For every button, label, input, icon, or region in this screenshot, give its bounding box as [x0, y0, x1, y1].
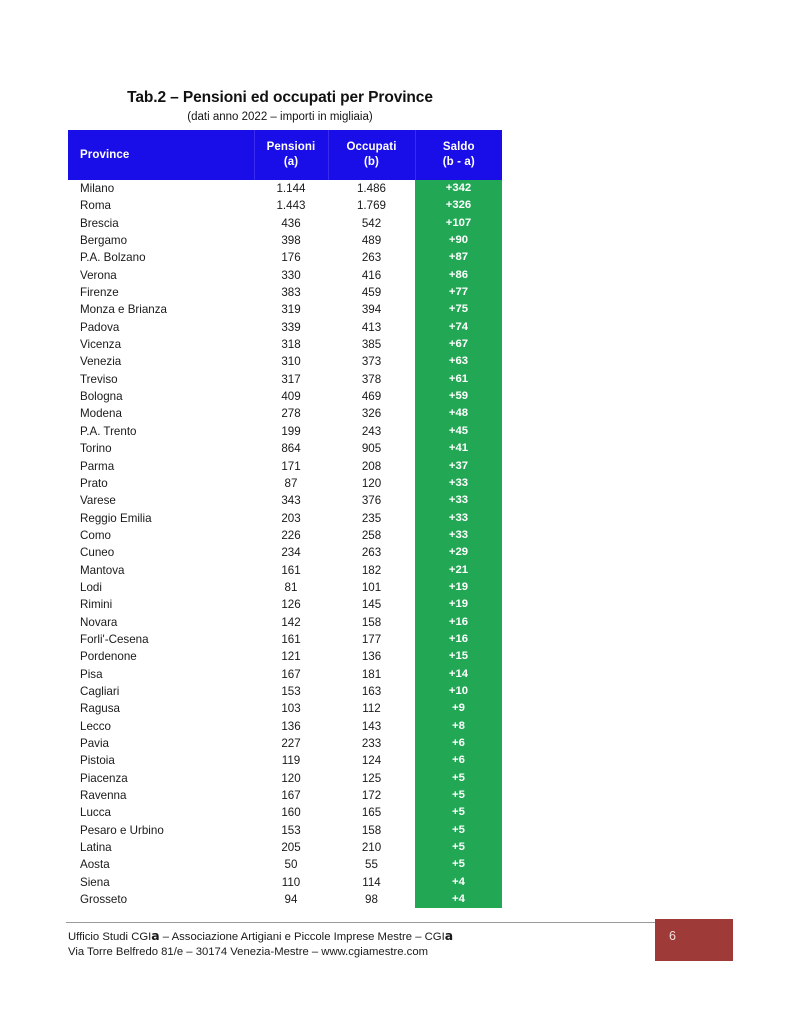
cell-pensioni: 319 — [281, 303, 301, 317]
cell-province: Monza e Brianza — [80, 303, 167, 317]
cell-occupati: 1.486 — [356, 182, 386, 195]
table-row — [68, 614, 502, 631]
cell-province: Prato — [80, 476, 108, 490]
cell-saldo: +67 — [415, 336, 502, 353]
table-row — [68, 666, 502, 683]
cell-province: Firenze — [80, 286, 119, 300]
cell-saldo: +4 — [415, 874, 502, 891]
table-row — [68, 700, 502, 717]
cell-pensioni: 1.144 — [276, 182, 306, 195]
table-row — [68, 891, 502, 908]
table-row — [68, 475, 502, 492]
cell-saldo: +107 — [415, 215, 502, 232]
cell-saldo: +16 — [415, 631, 502, 648]
cell-occupati: 182 — [361, 563, 382, 577]
footer-line-1 — [68, 928, 453, 945]
title-block — [0, 88, 560, 125]
cell-province: Pordenone — [80, 650, 137, 664]
cell-occupati: 243 — [361, 424, 382, 438]
table-row — [68, 405, 502, 422]
cell-pensioni: 339 — [281, 320, 301, 334]
table-header — [68, 130, 502, 180]
cell-pensioni: 199 — [281, 424, 301, 438]
cell-province: Latina — [80, 841, 112, 855]
cell-occupati: 55 — [365, 858, 378, 872]
table-row — [68, 562, 502, 579]
cell-province: Rimini — [80, 598, 113, 612]
column-header-pensioni — [254, 130, 328, 180]
cell-pensioni: 50 — [284, 858, 298, 872]
table-row — [68, 579, 502, 596]
column-header-occupati — [328, 130, 415, 180]
cell-saldo: +9 — [415, 700, 502, 717]
cell-province: P.A. Trento — [80, 424, 137, 438]
cell-occupati: 542 — [361, 216, 382, 230]
cell-occupati: 120 — [361, 476, 382, 490]
cell-saldo: +5 — [415, 787, 502, 804]
cell-occupati: 258 — [361, 528, 382, 542]
cell-pensioni: 409 — [281, 390, 301, 404]
cell-pensioni: 864 — [281, 442, 301, 456]
cell-province: P.A. Bolzano — [80, 251, 146, 265]
cell-pensioni: 161 — [281, 563, 301, 577]
cell-occupati: 905 — [361, 442, 382, 456]
cell-saldo: +29 — [415, 544, 502, 561]
footer-cgia-a-second: a — [444, 928, 454, 943]
cell-pensioni: 94 — [284, 893, 298, 907]
cell-saldo: +37 — [415, 458, 502, 475]
table-row — [68, 301, 502, 318]
cell-saldo: +16 — [415, 614, 502, 631]
pensions-employment-table — [68, 130, 502, 908]
table-row — [68, 527, 502, 544]
cell-occupati: 172 — [361, 789, 382, 803]
table-row — [68, 787, 502, 804]
cell-pensioni: 176 — [281, 251, 301, 265]
table-row — [68, 353, 502, 370]
page-number-badge — [655, 919, 733, 961]
cell-province: Parma — [80, 459, 115, 473]
cell-occupati: 112 — [362, 702, 381, 716]
table-row — [68, 510, 502, 527]
cell-saldo: +33 — [415, 510, 502, 527]
cell-pensioni: 1.443 — [276, 199, 306, 213]
cell-saldo: +87 — [415, 249, 502, 266]
cell-occupati: 177 — [361, 632, 382, 646]
column-header-province — [68, 130, 254, 180]
cell-pensioni: 398 — [281, 234, 301, 248]
cell-pensioni: 227 — [281, 737, 301, 750]
footer-line-1-pre: Ufficio Studi CGI — [68, 931, 152, 943]
cell-occupati: 378 — [361, 372, 382, 386]
cell-occupati: 376 — [361, 494, 382, 508]
cell-province: Forli'-Cesena — [80, 632, 149, 646]
page-subtitle: (dati anno 2022 – importi in migliaia) — [187, 111, 373, 124]
cell-saldo: +326 — [415, 197, 502, 214]
cell-pensioni: 119 — [281, 754, 301, 768]
cell-pensioni: 330 — [281, 268, 301, 282]
cell-saldo: +5 — [415, 822, 502, 839]
cell-occupati: 210 — [361, 841, 382, 855]
column-header-province-label: Province — [80, 148, 130, 161]
cell-occupati: 98 — [365, 893, 378, 907]
cell-province: Padova — [80, 320, 120, 334]
cell-occupati: 158 — [361, 615, 382, 629]
cell-province: Reggio Emilia — [80, 511, 152, 525]
table-row — [68, 648, 502, 665]
table-row — [68, 839, 502, 856]
cell-province: Brescia — [80, 216, 119, 230]
column-header-occupati-label: Occupati — [346, 141, 397, 154]
cell-saldo: +61 — [415, 371, 502, 388]
cell-occupati: 385 — [361, 338, 382, 352]
footer-text — [68, 928, 453, 960]
cell-saldo: +86 — [415, 267, 502, 284]
column-header-saldo-sublabel: (b - a) — [442, 156, 475, 168]
cell-province: Novara — [80, 615, 118, 629]
column-header-pensioni-label: Pensioni — [266, 141, 316, 154]
cell-province: Pesaro e Urbino — [80, 823, 164, 837]
cell-occupati: 394 — [361, 303, 382, 317]
cell-province: Lodi — [80, 580, 102, 594]
cell-province: Treviso — [80, 372, 118, 386]
cell-saldo: +45 — [415, 423, 502, 440]
pensions-employment-table-wrap — [68, 130, 502, 908]
table-row — [68, 197, 502, 214]
cell-province: Vicenza — [80, 338, 122, 352]
table-row — [68, 874, 502, 891]
cell-saldo: +14 — [415, 666, 502, 683]
cell-occupati: 263 — [361, 251, 382, 265]
footer-divider — [66, 922, 660, 923]
footer-line-1-mid: – Associazione Artigiani e Piccole Imprese Mestre – CGI — [159, 931, 445, 943]
cell-saldo: +33 — [415, 492, 502, 509]
table-row — [68, 215, 502, 232]
cell-province: Bergamo — [80, 234, 128, 248]
cell-saldo: +19 — [415, 596, 502, 613]
cell-occupati: 208 — [361, 459, 382, 473]
cell-saldo: +6 — [415, 752, 502, 769]
table-row — [68, 232, 502, 249]
cell-pensioni: 167 — [281, 789, 301, 803]
cell-pensioni: 171 — [281, 459, 301, 473]
cell-occupati: 326 — [361, 407, 382, 421]
cell-pensioni: 167 — [281, 667, 301, 681]
table-row — [68, 492, 502, 509]
cell-occupati: 145 — [361, 598, 382, 612]
cell-saldo: +5 — [415, 770, 502, 787]
cell-pensioni: 110 — [281, 875, 301, 889]
cell-province: Lucca — [80, 806, 111, 820]
table-row — [68, 423, 502, 440]
cell-saldo: +19 — [415, 579, 502, 596]
table-row — [68, 770, 502, 787]
cell-pensioni: 121 — [281, 650, 301, 664]
cell-pensioni: 203 — [281, 511, 301, 525]
cell-saldo: +63 — [415, 353, 502, 370]
cell-province: Roma — [80, 199, 111, 213]
cell-pensioni: 226 — [281, 528, 301, 542]
cell-province: Venezia — [80, 355, 122, 369]
cell-pensioni: 278 — [281, 407, 301, 421]
cell-province: Pavia — [80, 737, 110, 750]
table-row — [68, 440, 502, 457]
cell-occupati: 469 — [361, 390, 382, 404]
cell-saldo: +10 — [415, 683, 502, 700]
table-row — [68, 388, 502, 405]
cell-province: Mantova — [80, 563, 125, 577]
table-row — [68, 371, 502, 388]
cell-pensioni: 160 — [281, 806, 301, 820]
cell-province: Grosseto — [80, 893, 128, 907]
cell-saldo: +5 — [415, 804, 502, 821]
cell-pensioni: 81 — [284, 580, 298, 594]
page-title: Tab.2 – Pensioni ed occupati per Province — [127, 89, 433, 106]
table-row — [68, 336, 502, 353]
cell-occupati: 416 — [361, 268, 382, 282]
table-row — [68, 458, 502, 475]
cell-province: Varese — [80, 494, 116, 508]
cell-pensioni: 153 — [281, 823, 301, 837]
cell-saldo: +33 — [415, 527, 502, 544]
cell-occupati: 233 — [361, 737, 382, 750]
table-row — [68, 249, 502, 266]
cell-province: Bologna — [80, 390, 123, 404]
cell-occupati: 158 — [361, 823, 382, 837]
cell-pensioni: 153 — [281, 684, 301, 698]
cell-saldo: +74 — [415, 319, 502, 336]
cell-province: Modena — [80, 407, 122, 421]
table-row — [68, 544, 502, 561]
cell-occupati: 489 — [361, 234, 382, 248]
cell-province: Cuneo — [80, 546, 115, 560]
table-row — [68, 856, 502, 873]
cell-province: Ravenna — [80, 789, 127, 803]
page-number: 6 — [669, 929, 676, 943]
cell-saldo: +41 — [415, 440, 502, 457]
cell-province: Aosta — [80, 858, 110, 872]
cell-pensioni: 103 — [281, 702, 301, 716]
cell-saldo: +342 — [415, 180, 502, 197]
table-row — [68, 822, 502, 839]
table-row — [68, 267, 502, 284]
cell-occupati: 143 — [361, 719, 382, 733]
cell-province: Como — [80, 528, 111, 542]
table-row — [68, 683, 502, 700]
cell-province: Torino — [80, 442, 112, 456]
cell-pensioni: 317 — [281, 372, 301, 386]
table-row — [68, 631, 502, 648]
cell-pensioni: 142 — [281, 615, 301, 629]
footer-cgia-a-first: a — [151, 928, 160, 943]
cell-saldo: +75 — [415, 301, 502, 318]
cell-saldo: +33 — [415, 475, 502, 492]
cell-province: Ragusa — [80, 702, 120, 716]
cell-pensioni: 318 — [281, 338, 301, 352]
cell-pensioni: 343 — [281, 494, 301, 508]
cell-saldo: +77 — [415, 284, 502, 301]
cell-pensioni: 310 — [281, 355, 301, 369]
table-row — [68, 319, 502, 336]
cell-occupati: 235 — [361, 511, 382, 525]
cell-province: Milano — [80, 182, 115, 195]
cell-province: Piacenza — [80, 771, 128, 785]
table-row — [68, 735, 502, 752]
cell-occupati: 413 — [361, 320, 382, 334]
cell-province: Siena — [80, 875, 110, 889]
cell-pensioni: 136 — [281, 719, 301, 733]
table-row — [68, 718, 502, 735]
cell-occupati: 136 — [361, 650, 382, 664]
column-header-occupati-sublabel: (b) — [364, 156, 379, 168]
cell-occupati: 181 — [361, 667, 382, 681]
table-body — [68, 180, 502, 908]
cell-occupati: 373 — [361, 355, 382, 369]
cell-province: Pistoia — [80, 754, 115, 768]
cell-province: Cagliari — [80, 684, 120, 698]
cell-pensioni: 126 — [281, 598, 301, 612]
cell-saldo: +59 — [415, 388, 502, 405]
cell-saldo: +48 — [415, 405, 502, 422]
cell-pensioni: 436 — [281, 216, 301, 230]
cell-occupati: 101 — [361, 580, 382, 594]
cell-province: Lecco — [80, 719, 111, 733]
cell-occupati: 125 — [361, 771, 382, 785]
cell-occupati: 459 — [361, 286, 382, 300]
cell-saldo: +6 — [415, 735, 502, 752]
cell-occupati: 124 — [361, 754, 382, 768]
table-header-row — [68, 130, 502, 180]
cell-pensioni: 87 — [284, 476, 298, 490]
column-header-pensioni-sublabel: (a) — [283, 156, 299, 168]
cell-pensioni: 161 — [281, 632, 301, 646]
table-row — [68, 596, 502, 613]
cell-saldo: +21 — [415, 562, 502, 579]
cell-occupati: 263 — [361, 546, 382, 560]
cell-saldo: +4 — [415, 891, 502, 908]
cell-pensioni: 205 — [281, 841, 301, 855]
cell-saldo: +5 — [415, 856, 502, 873]
cell-province: Verona — [80, 268, 117, 282]
cell-pensioni: 234 — [281, 546, 301, 560]
table-row — [68, 752, 502, 769]
cell-province: Pisa — [80, 667, 103, 681]
cell-saldo: +8 — [415, 718, 502, 735]
cell-occupati: 1.769 — [356, 199, 386, 213]
table-row — [68, 284, 502, 301]
footer-line-2: Via Torre Belfredo 81/e – 30174 Venezia-Mestre – www.cgiamestre.com — [68, 946, 429, 958]
cell-occupati: 163 — [361, 684, 382, 698]
table-row — [68, 180, 502, 197]
column-header-saldo — [415, 130, 502, 180]
cell-saldo: +5 — [415, 839, 502, 856]
cell-occupati: 165 — [361, 806, 382, 820]
cell-pensioni: 120 — [281, 771, 301, 785]
column-header-saldo-label: Saldo — [442, 141, 475, 154]
cell-saldo: +90 — [415, 232, 502, 249]
cell-occupati: 114 — [362, 875, 381, 889]
cell-pensioni: 383 — [281, 286, 301, 300]
cell-saldo: +15 — [415, 648, 502, 665]
table-row — [68, 804, 502, 821]
